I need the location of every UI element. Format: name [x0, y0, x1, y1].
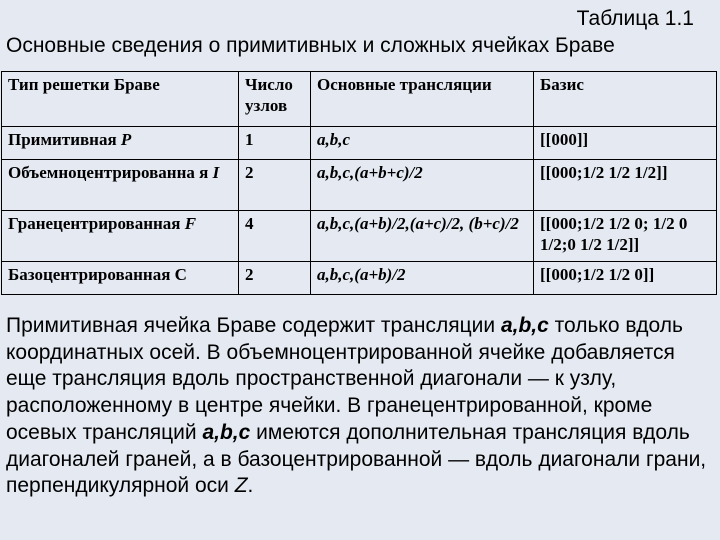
cell-translations: a,b,c [311, 127, 534, 160]
table-row [2, 127, 717, 160]
lattice-letter: I [212, 163, 220, 182]
header-node-count [239, 72, 311, 127]
lattice-name: Гранецентрированная [8, 214, 185, 233]
paragraph-abc-1: a,b,c [500, 314, 549, 337]
table-title: Основные сведения о примитивных и сложных ячейках Браве [6, 34, 615, 57]
bravais-table [1, 71, 717, 295]
table-row [2, 160, 717, 211]
lattice-letter: P [120, 130, 132, 149]
lattice-letter: С [174, 265, 187, 284]
table-row [2, 262, 717, 295]
table-header-row [2, 72, 717, 127]
header-node-count-line2: узлов [245, 96, 288, 115]
cell-node-count: 2 [239, 262, 311, 295]
cell-node-count: 4 [239, 211, 311, 262]
lattice-name: Примитивная [8, 130, 121, 149]
cell-lattice-type [2, 160, 239, 211]
paragraph-text-3: имеются дополнительная трансляция вдоль диагоналей граней, а в базоцентрированной — вдоль диагонали грани, перпендикулярной оси [6, 420, 707, 498]
paragraph-abc-2: a,b,c [202, 420, 251, 444]
cell-translations: a,b,c,(a+b+c)/2 [311, 160, 534, 211]
header-node-count-line1: Число [245, 75, 293, 94]
cell-basis: [[000;1/2 1/2 1/2]] [534, 160, 717, 211]
header-lattice-type: Тип решетки Браве [2, 72, 239, 127]
cell-lattice-type [2, 127, 239, 160]
header-basis: Базис [534, 72, 717, 127]
paragraph-text-4: . [247, 474, 254, 498]
cell-lattice-type [2, 211, 239, 262]
paragraph-text-1: Примитивная ячейка Браве содержит трансляции [6, 314, 501, 337]
paragraph-axis-z: Z [234, 474, 248, 498]
lattice-name: Объемноцентрированна я [8, 163, 213, 182]
lattice-letter: F [184, 214, 197, 233]
table-row [2, 211, 717, 262]
cell-translations: a,b,c,(a+b)/2 [311, 262, 534, 295]
cell-translations: a,b,c,(a+b)/2,(a+c)/2, (b+c)/2 [311, 211, 534, 262]
lattice-name: Базоцентрированная [8, 265, 175, 284]
table-number: Таблица 1.1 [576, 7, 694, 30]
paragraph-text-2: только вдоль координатных осей. В объемноцентрированной ячейке добавляется еще трансляция вдоль пространственной диагонали — к узлу, расположенному в центре ячейки. В гранецентрированной, кроме осевых трансляций [6, 314, 683, 444]
cell-basis: [[000;1/2 1/2 0]] [534, 262, 717, 295]
cell-node-count: 1 [239, 127, 311, 160]
cell-basis: [[000]] [534, 127, 717, 160]
cell-basis: [[000;1/2 1/2 0; 1/2 0 1/2;0 1/2 1/2]] [534, 211, 717, 262]
header-translations: Основные трансляции [311, 72, 534, 127]
cell-lattice-type [2, 262, 239, 295]
description-paragraph [6, 313, 718, 500]
cell-node-count: 2 [239, 160, 311, 211]
